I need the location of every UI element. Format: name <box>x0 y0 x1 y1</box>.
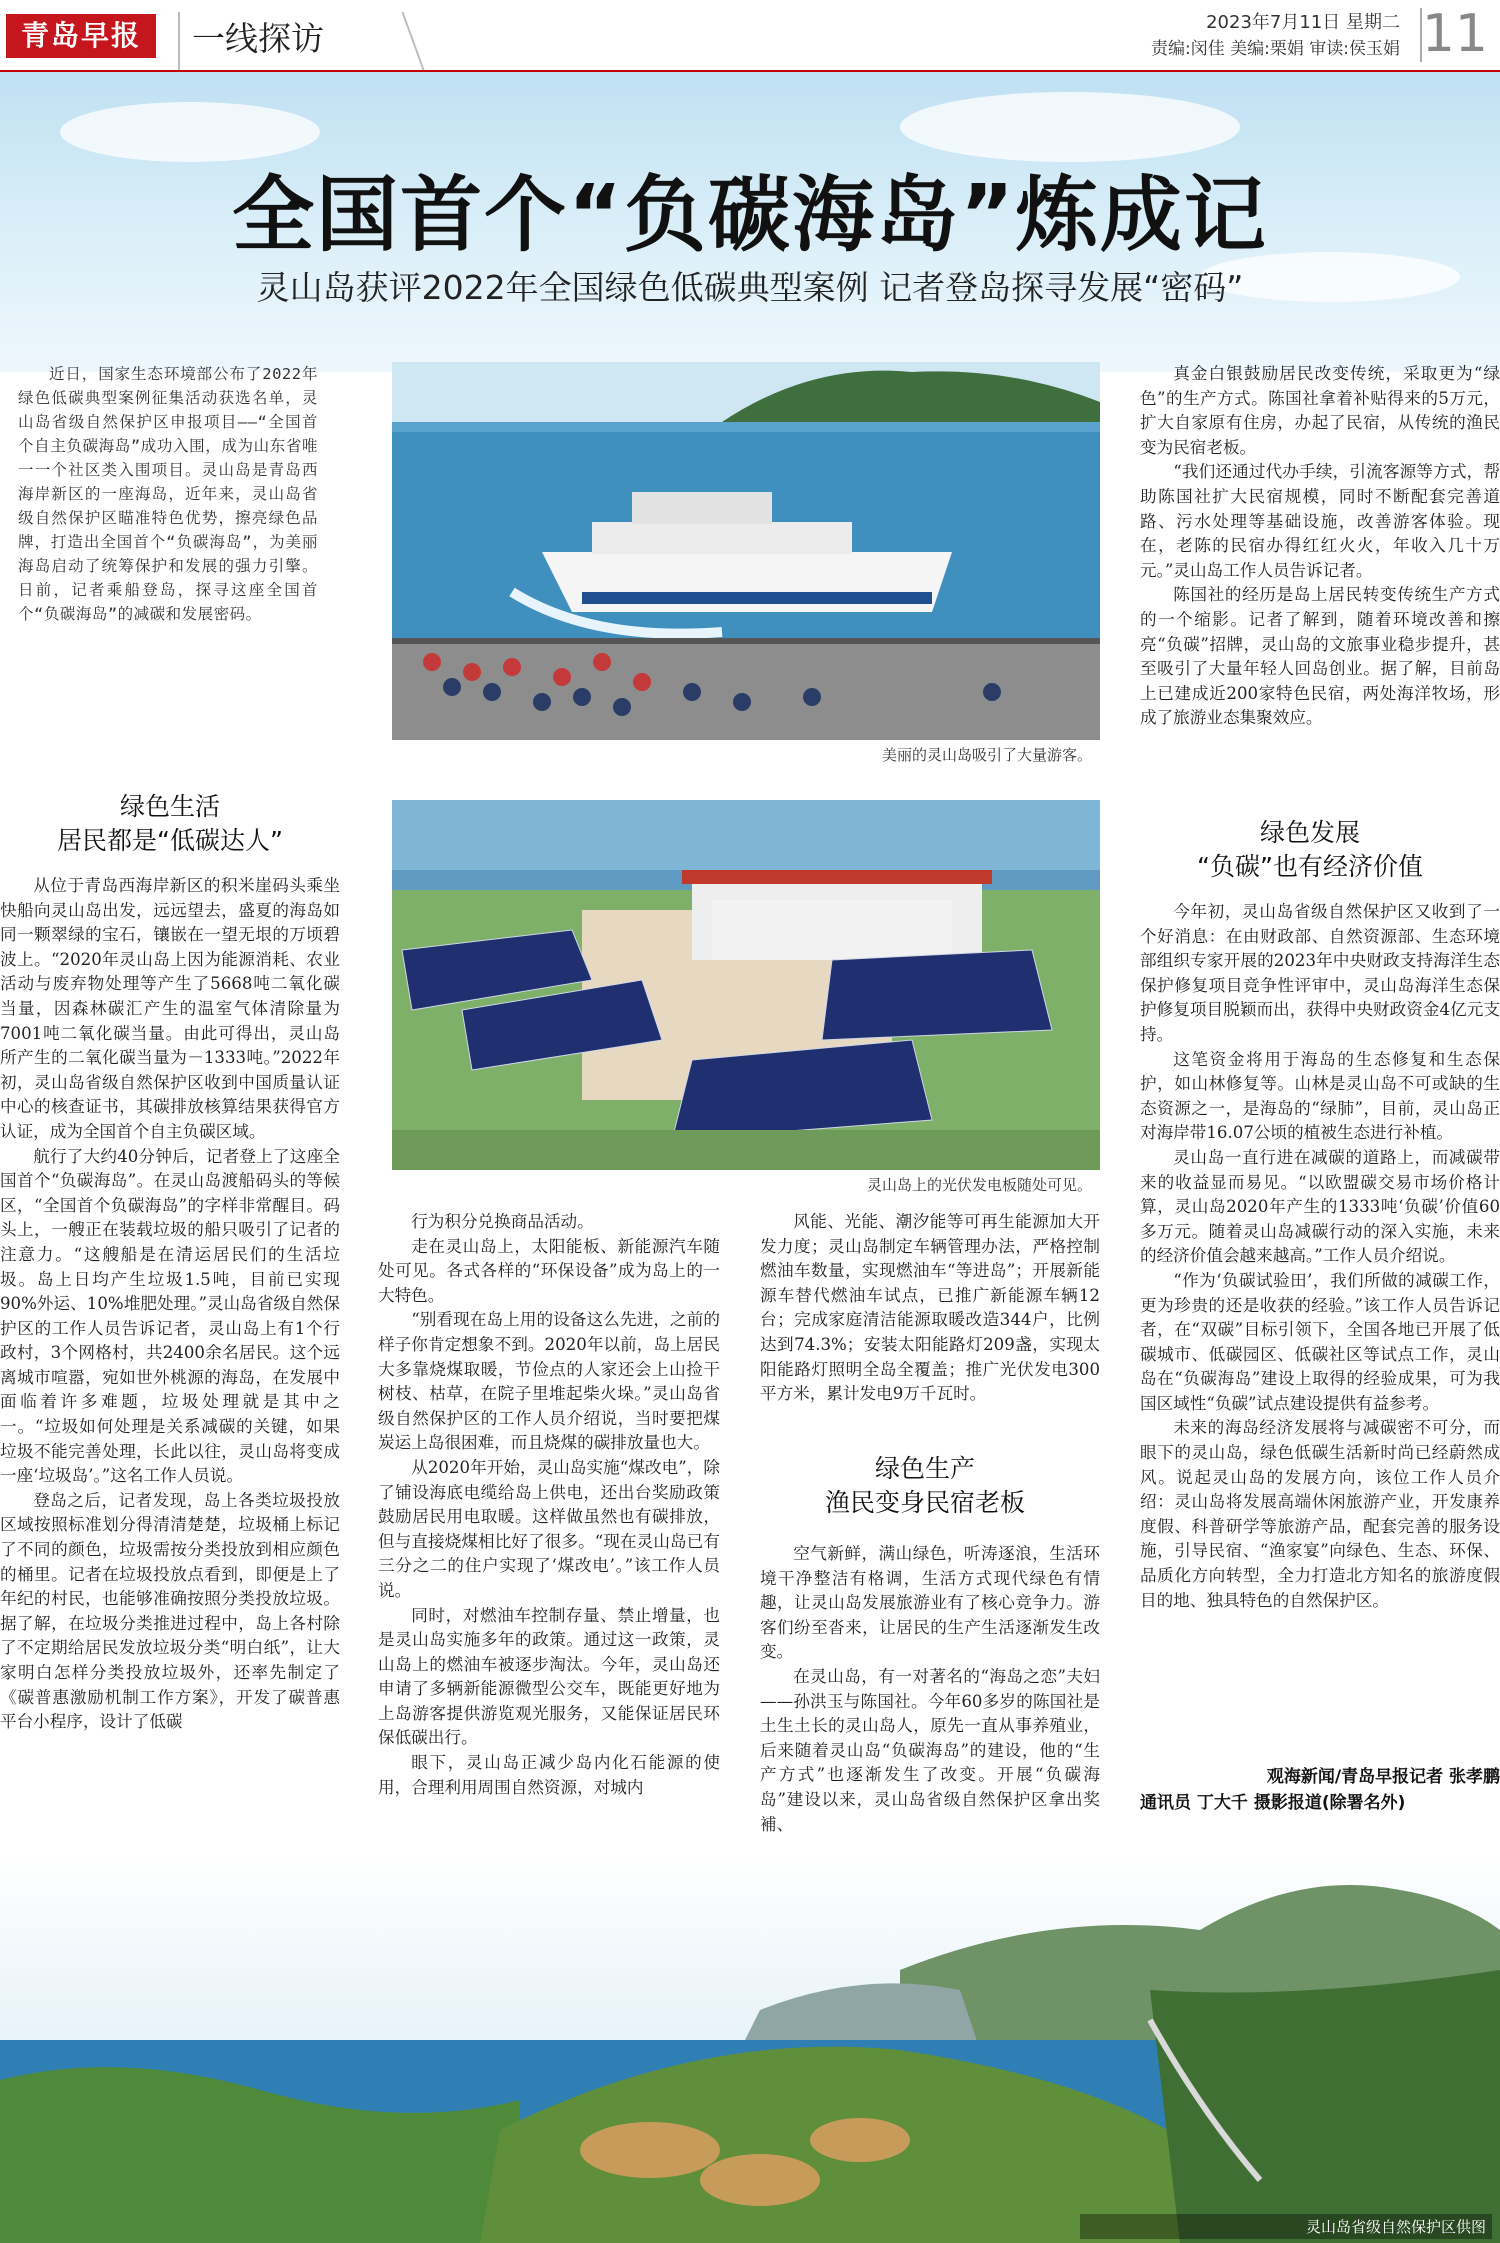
paragraph: 空气新鲜，满山绿色，听涛逐浪，生活环境干净整洁有格调，生活方式现代绿色有情趣，让灵山岛发展旅游业有了核心竞争力。游客们纷至沓来，让居民的生产生活逐渐发生改变。 <box>760 1544 1100 1662</box>
paragraph: 从2020年开始，灵山岛实施“煤改电”，除了铺设海底电缆给岛上供电，还出台奖励政策鼓励居民用电取暖。这样做虽然也有碳排放，但与直接烧煤相比好了很多。“现在灵山岛已有三分之二的住户实现了‘煤改电’。”该工作人员说。 <box>378 1457 720 1600</box>
coast-panorama-photo <box>0 1850 1500 2243</box>
coast-illustration <box>0 1850 1500 2243</box>
byline-reporter: 观海新闻/青岛早报记者 张孝鹏 <box>1266 1767 1500 1787</box>
page-number: 11 <box>1421 4 1488 64</box>
section-head-line2: 渔民变身民宿老板 <box>824 1488 1025 1517</box>
newspaper-logo: 青岛早报 <box>6 14 156 58</box>
coast-photo-caption: 灵山岛省级自然保护区供图 <box>1080 2214 1492 2239</box>
solar-illustration <box>392 800 1100 1170</box>
paragraph: 行为积分兑换商品活动。 <box>411 1212 594 1231</box>
paragraph: “作为‘负碳试验田’，我们所做的减碳工作，更为珍贵的还是收获的经验。”该工作人员告诉记者，在“双碳”目标引领下，全国各地已开展了低碳城市、低碳园区、低碳社区等试点工作，灵山岛在“负碳海岛”建设上取得的经验成果，可为我国区域性“负碳”试点建设提供有益参考。 <box>1140 1270 1500 1413</box>
paragraph: 登岛之后，记者发现，岛上各类垃圾投放区域按照标准划分得清清楚楚，垃圾桶上标记了不同的颜色，垃圾需按分类投放到相应颜色的桶里。记者在垃圾投放点看到，即便是上了年纪的村民，也能够准确按照分类投放垃圾。据了解，在垃圾分类推进过程中，岛上各村除了不定期给居民发放垃圾分类“明白纸”，让大家明白怎样分类投放垃圾外，还率先制定了《碳普惠激励机制工作方案》，开发了碳普惠平台小程序，设计了低碳 <box>0 1490 340 1732</box>
section-head-line2: 居民都是“低碳达人” <box>57 826 283 855</box>
paragraph: 从位于青岛西海岸新区的积米崖码头乘坐快船向灵山岛出发，远远望去，盛夏的海岛如同一颗翠绿的宝石，镶嵌在一望无垠的万顷碧波上。“2020年灵山岛上因为能源消耗、农业活动与废弃物处理等产生了5668吨二氧化碳当量，因森林碳汇产生的温室气体清除量为7001吨二氧化碳当量。由此可得出，灵山岛所产生的二氧化碳当量为－1333吨。”2022年初，灵山岛省级自然保护区收到中国质量认证中心的核查证书，其碳排放核算结果获得官方认证，成为全国首个自主负碳区域。 <box>0 876 340 1141</box>
headline-title: 全国首个“负碳海岛”炼成记 <box>232 168 1268 263</box>
paragraph: 今年初，灵山岛省级自然保护区又收到了一个好消息：在由财政部、自然资源部、生态环境部组织专家开展的2023年中央财政支持海洋生态保护修复项目竞争性评审中，灵山岛海洋生态保护修复项目脱颖而出，获得中央财政资金4亿元支持。 <box>1140 902 1500 1044</box>
paragraph: “我们还通过代办手续，引流客源等方式，帮助陈国社扩大民宿规模，同时不断配套完善道路、污水处理等基础设施，改善游客体验。现在，老陈的民宿办得红红火火，年收入几十万元。”灵山岛工作人员告诉记者。 <box>1140 462 1500 580</box>
article-column-3a <box>760 1210 1100 1440</box>
paragraph: 走在灵山岛上，太阳能板、新能源汽车随处可见。各式各样的“环保设备”成为岛上的一大特色。 <box>378 1236 720 1305</box>
section-label: 一线探访 <box>178 8 402 64</box>
paragraph: 灵山岛一直行进在减碳的道路上，而减碳带来的收益显而易见。“以欧盟碳交易市场价格计算，灵山岛2020年产生的1333吨‘负碳’价值60多万元。随着灵山岛减碳行动的深入实施，未来的经济价值会越来越高。”工作人员介绍说。 <box>1140 1147 1500 1266</box>
ferry-photo-caption: 美丽的灵山岛吸引了大量游客。 <box>881 746 1092 764</box>
paragraph: 真金白银鼓励居民改变传统，采取更为“绿色”的生产方式。陈国社拿着补贴得来的5万元，扩大自家原有住房，办起了民宿，从传统的渔民变为民宿老板。 <box>1140 364 1500 457</box>
article-column-4a <box>1140 362 1500 802</box>
paragraph: 眼下，灵山岛正减少岛内化石能源的使用，合理利用周围自然资源，对城内 <box>378 1753 720 1797</box>
headline-subtitle: 灵山岛获评2022年全国绿色低碳典型案例 记者登岛探寻发展“密码” <box>256 268 1244 307</box>
issue-date: 2023年7月11日 星期二 <box>1206 12 1400 33</box>
article-column-4b <box>1140 900 1500 1758</box>
section-head-line2: “负碳”也有经济价值 <box>1197 852 1423 881</box>
byline <box>1140 1764 1500 1816</box>
ferry-illustration <box>392 362 1100 740</box>
paragraph: 这笔资金将用于海岛的生态修复和生态保护，如山林修复等。山林是灵山岛不可或缺的生态资源之一，是海岛的“绿肺”，目前，灵山岛正对海岸带16.07公顷的植被生态进行补植。 <box>1140 1049 1500 1143</box>
lede-paragraph: 近日，国家生态环境部公布了2022年绿色低碳典型案例征集活动获选名单，灵山岛省级自然保护区申报项目——“全国首个自主负碳海岛”成功入围，成为山东省唯一一个社区类入围项目。灵山岛是青岛西海岸新区的一座海岛，近年来，灵山岛省级自然保护区瞄准特色优势，擦亮绿色品牌，打造出全国首个“负碳海岛”，为美丽海岛启动了统筹保护和发展的强力引擎。日前，记者乘船登岛，探寻这座全国首个“负碳海岛”的减碳和发展密码。 <box>18 365 318 623</box>
paragraph: 在灵山岛，有一对著名的“海岛之恋”夫妇——孙洪玉与陈国社。今年60多岁的陈国社是土生土长的灵山岛人，原先一直从事养殖业，后来随着灵山岛“负碳海岛”的建设，他的“生产方式”也逐渐发生了改变。开展“负碳海岛”建设以来，灵山岛省级自然保护区拿出奖補、 <box>760 1666 1100 1834</box>
paragraph: 同时，对燃油车控制存量、禁止增量，也是灵山岛实施多年的政策。通过这一政策，灵山岛上的燃油车被逐步淘汰。今年，灵山岛还申请了多辆新能源微型公交车，既能更好地为上岛游客提供游览观光服务，又能保证居民环保低碳出行。 <box>378 1605 720 1748</box>
section-head-green-development <box>1140 816 1480 884</box>
editor-credits: 责编:闵佳 美编:栗娟 审读:侯玉娟 <box>1151 39 1400 59</box>
page-header <box>0 0 1500 72</box>
section-head-green-living <box>20 790 320 858</box>
section-head-green-production <box>740 1452 1110 1520</box>
ferry-photo <box>392 362 1100 740</box>
byline-correspondent: 通讯员 丁大千 摄影报道(除署名外) <box>1140 1793 1406 1813</box>
section-head-line1: 绿色发展 <box>1259 818 1360 847</box>
paragraph: “别看现在岛上用的设备这么先进，之前的样子你肯定想象不到。2020年以前，岛上居民大多靠烧煤取暖，节俭点的人家还会上山捡干树枝、枯草，在院子里堆起柴火垛。”灵山岛省级自然保护区的工作人员介绍说，当时要把煤炭运上岛很困难，而且烧煤的碳排放量也大。 <box>378 1310 720 1453</box>
paragraph: 未来的海岛经济发展将与减碳密不可分，而眼下的灵山岛，绿色低碳生活新时尚已经蔚然成风。说起灵山岛的发展方向，该位工作人员介绍：灵山岛将发展高端休闲旅游产业，开发康养度假、科普研学等旅游产品，配套完善的服务设施，引导民宿、“渔家宴”向绿色、生态、环保、品质化方向转型，全力打造北方知名的旅游度假目的地、独具特色的自然保护区。 <box>1140 1418 1500 1610</box>
solar-photo <box>392 800 1100 1170</box>
section-head-line1: 绿色生产 <box>874 1454 975 1483</box>
paragraph: 陈国社的经历是岛上居民转变传统生产方式的一个缩影。记者了解到，随着环境改善和擦亮“负碳”招牌，灵山岛的文旅事业稳步提升，甚至吸引了大量年轻人回岛创业。据了解，目前岛上已建成近200家特色民宿，两处海洋牧场，形成了旅游业态集聚效应。 <box>1140 585 1500 728</box>
section-head-line1: 绿色生活 <box>119 792 220 821</box>
article-column-2 <box>378 1210 720 1910</box>
article-column-1 <box>0 874 340 1914</box>
solar-photo-caption: 灵山岛上的光伏发电板随处可见。 <box>866 1176 1092 1194</box>
paragraph: 航行了大约40分钟后，记者登上了这座全国首个“负碳海岛”。在灵山岛渡船码头的等候区，“全国首个负碳海岛”的字样非常醒目。码头上，一艘正在装载垃圾的船只吸引了记者的注意力。“这艘船是在清运居民们的生活垃圾。岛上日均产生垃圾1.5吨，目前已实现90%外运、10%堆肥处理。”灵山岛省级自然保护区的工作人员告诉记者，灵山岛上有1个行政村，3个网格村，共2400余名居民。这个远离城市喧嚣，宛如世外桃源的海岛，在发展中面临着许多难题，垃圾处理就是其中之一。“垃圾如何处理是关系减碳的关键，如果垃圾不能完善处理，长此以往，灵山岛将变成一座‘垃圾岛’。”这名工作人员说。 <box>0 1146 340 1486</box>
paragraph: 风能、光能、潮汐能等可再生能源加大开发力度；灵山岛制定车辆管理办法，严格控制燃油车数量，实现燃油车“等进岛”；开展新能源车替代燃油车试点，已推广新能源车辆12台；完成家庭清洁能源取暖改造344户，比例达到74.3%；安装太阳能路灯209盏，实现太阳能路灯照明全岛全覆盖；推广光伏发电300平方米，累计发电9万千瓦时。 <box>760 1212 1100 1404</box>
